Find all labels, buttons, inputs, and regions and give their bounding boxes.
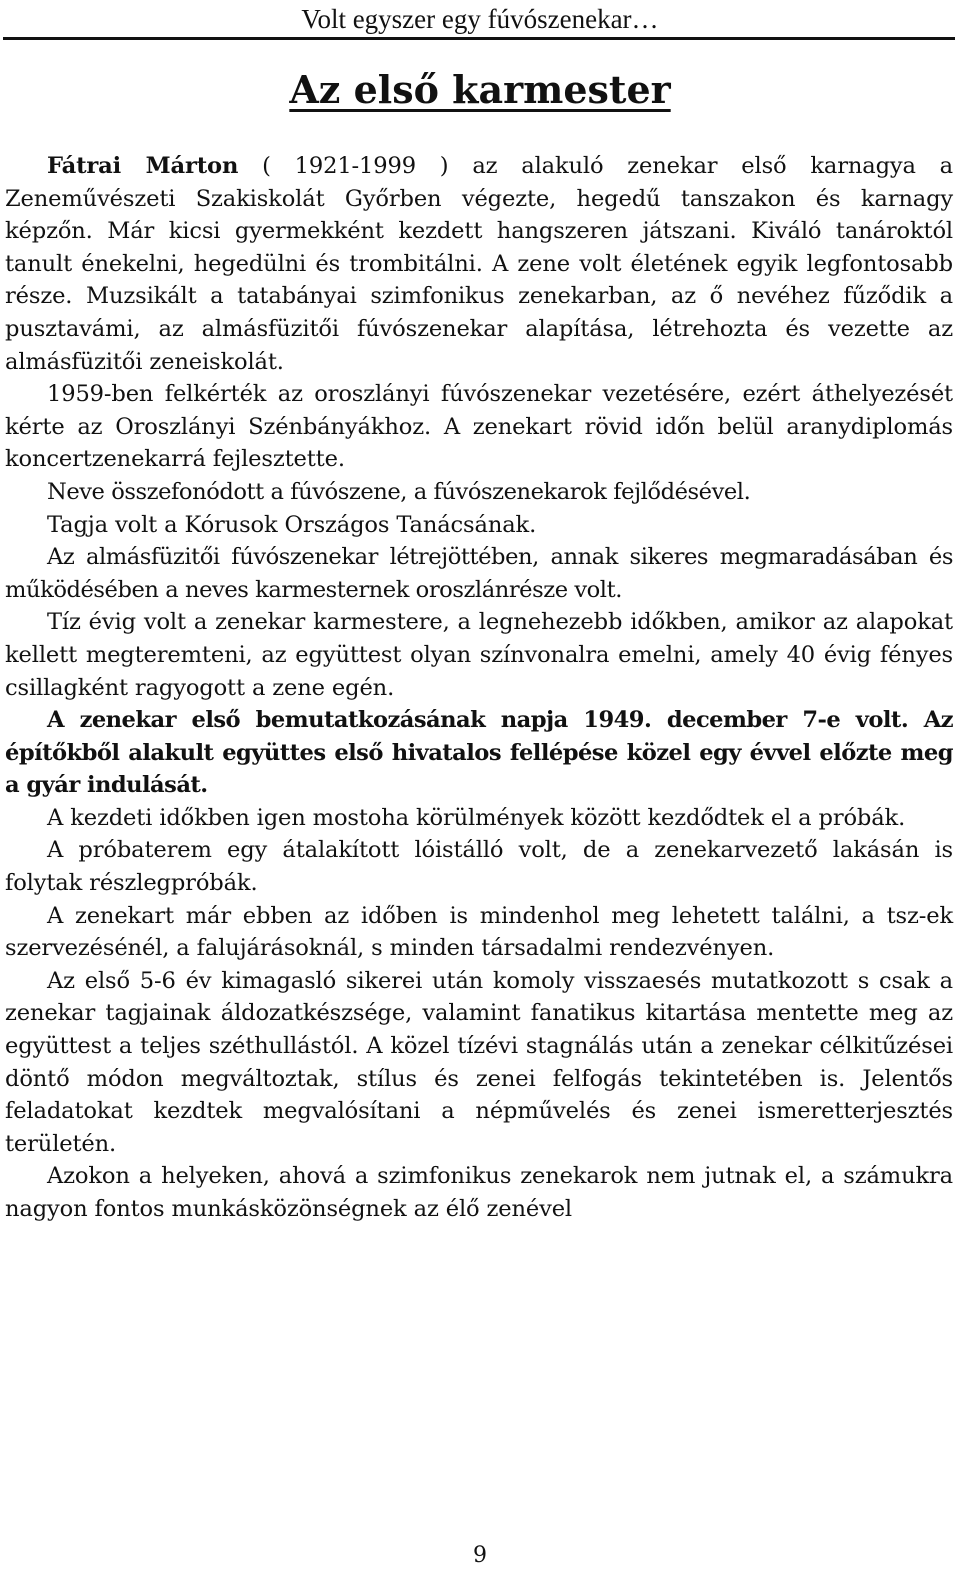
article-body	[5, 150, 953, 1226]
header-rule	[3, 37, 955, 40]
running-header: Volt egyszer egy fúvószenekar…	[301, 4, 659, 34]
paragraph: Tagja volt a Kórusok Országos Tanácsának.	[47, 511, 537, 538]
page-title: Az első karmester	[289, 67, 671, 112]
paragraph-intro-text: ( 1921-1999 ) az alakuló zenekar első karnagya a Zeneművészeti Szakiskolát Győrben végezte, hegedű tanszakon és karnagy képzőn. Már kicsi gyermekként kezdett hangszeren játszani. Kiváló tanároktól tanult énekelni, hegedülni és trombitálni. A zene volt életének egyik legfontosabb része. Muzsikált a tatabányai szimfonikus zenekarban, az ő nevéhez fűződik a pusztavámi, az almásfüzitői fúvószenekar alapítása, létrehozta és vezette az almásfüzitői zeneiskolát.	[5, 153, 953, 375]
paragraph: A kezdeti időkben igen mostoha körülmények között kezdődtek el a próbák.	[47, 804, 906, 831]
paragraph: Az első 5-6 év kimagasló sikerei után komoly visszaesés mutatkozott s csak a zenekar tagjainak áldozatkészsége, valamint fanatikus kitartása mentette meg az együttest a teljes széthullástól. A közel tízévi stagnálás után a zenekar célkitűzései döntő módon megváltoztak, stílus és zenei felfogás tekintetében is. Jelentős feladatokat kezdtek megvalósítani a népművelés és zenei ismeretterjesztés területén.	[5, 967, 953, 1157]
paragraph: A zenekart már ebben az időben is mindenhol meg lehetett találni, a tsz-ek szervezésénél, a falujárásoknál, s minden társadalmi rendezvényen.	[5, 902, 953, 962]
paragraph: Neve összefonódott a fúvószene, a fúvószenekarok fejlődésével.	[47, 478, 751, 505]
page-number: 9	[473, 1543, 487, 1568]
paragraph: Az almásfüzitői fúvószenekar létrejöttében, annak sikeres megmaradásában és működésében a neves karmesternek oroszlánrésze volt.	[5, 544, 953, 603]
paragraph-highlight: A zenekar első bemutatkozásának napja 1949. december 7-e volt. Az építőkből alakult együttes első hivatalos fellépése közel egy évvel előzte meg a gyár indulását.	[5, 707, 953, 799]
paragraph: Tíz évig volt a zenekar karmestere, a legnehezebb időkben, amikor az alapokat kellett megteremteni, az együttest olyan színvonalra emelni, amely 40 évig fényes csillagként ragyogott a zene egén.	[5, 609, 953, 701]
person-name: Fátrai Márton	[47, 153, 239, 179]
paragraph-intro	[5, 150, 953, 378]
paragraph: 1959-ben felkérték az oroszlányi fúvószenekar vezetésére, ezért áthelyezését kérte az Oroszlányi Szénbányákhoz. A zenekart rövid időn belül aranydiplomás koncertzenekarrá fejlesztette.	[5, 381, 953, 473]
paragraph: A próbaterem egy átalakított lóistálló volt, de a zenekarvezető lakásán is folytak részlegpróbák.	[5, 837, 953, 897]
paragraph: Azokon a helyeken, ahová a szimfonikus zenekarok nem jutnak el, a számukra nagyon fontos munkásközönségnek az élő zenével	[5, 1163, 953, 1222]
